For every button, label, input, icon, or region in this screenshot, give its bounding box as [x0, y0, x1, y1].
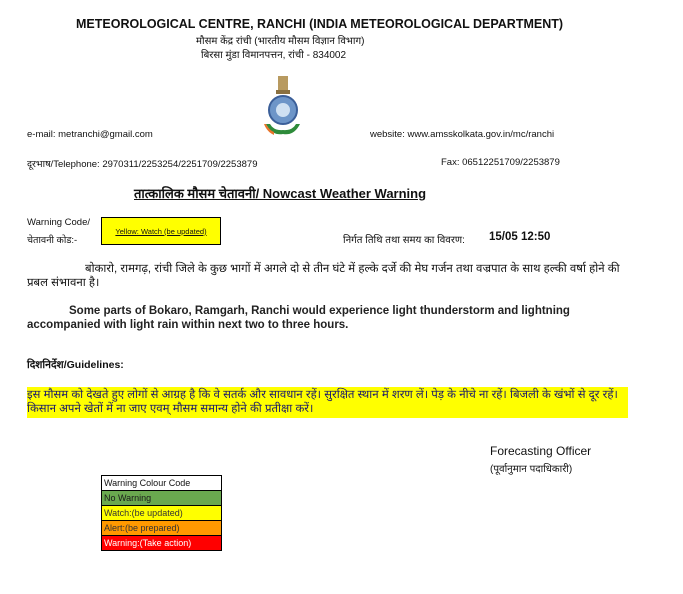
signature-title-hi: (पूर्वानुमान पदाधिकारी) [490, 464, 573, 475]
org-title-en: METEOROLOGICAL CENTRE, RANCHI (INDIA METEOROLOGICAL DEPARTMENT) [76, 17, 564, 31]
warning-code-label-hi: चेतावनी कोड:- [27, 235, 78, 246]
issued-label: निर्गत तिथि तथा समय का विवरण: [343, 235, 465, 246]
forecast-hindi: बोकारो, रामगढ़, रांची जिले के कुछ भागों में अगले दो से तीन घंटे में हल्के दर्जे की मेघ गर्जन तथा वज्रपात के साथ हल्की वर्षा होने की प्रबल संभावना है। [27, 263, 620, 289]
signature-title-en: Forecasting Officer [490, 444, 592, 458]
website: website: www.amsskolkata.gov.in/mc/ranchi [370, 129, 555, 140]
fax: Fax: 06512251709/2253879 [441, 157, 560, 168]
email: e-mail: metranchi@gmail.com [27, 129, 153, 140]
legend-title: Warning Colour Code [102, 476, 221, 490]
warning-colour-legend [101, 475, 222, 551]
org-address: बिरसा मुंडा विमानपत्तन, रांची - 834002 [201, 50, 347, 61]
national-emblem-icon [262, 74, 304, 145]
issued-datetime: 15/05 12:50 [489, 231, 551, 243]
page-title: तात्कालिक मौसम चेतावनी/ Nowcast Weather Warning [134, 186, 427, 201]
legend-item-no-warning: No Warning [102, 490, 221, 505]
guidelines-text: इस मौसम को देखते हुए लोगों से आग्रह है कि वे सतर्क और सावधान रहें। सुरक्षित स्थान में शरण लें। पेड़ के नीचे ना रहें। बिजली के खंभों से दूर रहें। किसान अपने खेतों में ना जाए एवम् मौसम समान्य होने की प्रतीक्षा करें। [27, 387, 628, 418]
legend-item-warning: Warning:(Take action) [102, 535, 221, 550]
guidelines-label: दिशनिर्देश/Guidelines: [27, 359, 124, 371]
org-title-hi: मौसम केंद्र रांची (भारतीय मौसम विज्ञान विभाग) [196, 36, 365, 47]
warning-code-badge: Yellow: Watch (be updated) [101, 217, 221, 245]
telephone: दूरभाष/Telephone: 2970311/2253254/2251709/2253879 [27, 159, 258, 170]
forecast-english: Some parts of Bokaro, Ramgarh, Ranchi would experience light thunderstorm and lightning accompanied with light rain within next two to three hours. [27, 305, 570, 331]
legend-item-alert: Alert:(be prepared) [102, 520, 221, 535]
warning-code-label-en: Warning Code/ [27, 217, 91, 228]
legend-item-watch: Watch:(be updated) [102, 505, 221, 520]
